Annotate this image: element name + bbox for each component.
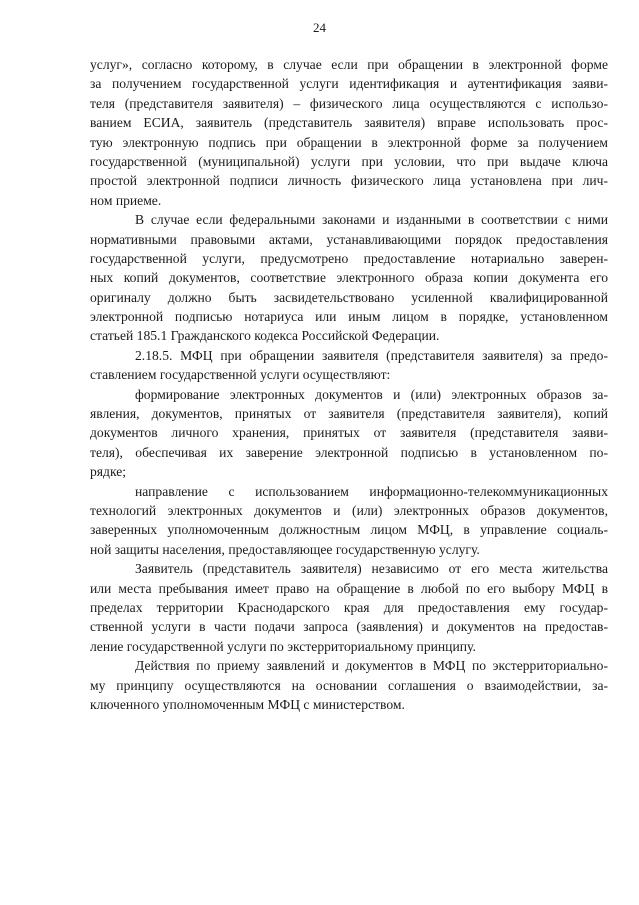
- text-line: тую электронную подпись при обращении в электронной форме за получением: [90, 134, 608, 150]
- text-line: теля), обеспечивая их заверение электронной подписью в установленном по-: [90, 444, 608, 460]
- text-line: пределах территории Краснодарского края для предоставления ему государ-: [90, 599, 608, 615]
- paragraph: [90, 210, 608, 346]
- text-line: нормативными правовыми актами, устанавливающими порядок предоставления: [90, 231, 608, 247]
- text-line: му принципу осуществляются на основании соглашения о взаимодействии, за-: [90, 677, 608, 693]
- text-line: теля (представителя заявителя) – физического лица осуществляются с использо-: [90, 95, 608, 111]
- text-line: ном приеме.: [90, 192, 162, 208]
- text-line: государственной (муниципальной) услуги при условии, что при выдаче ключа: [90, 153, 608, 169]
- text-line: оригиналу должно быть засвидетельствовано усиленной квалифицированной: [90, 289, 608, 305]
- text-line: документов личного хранения, принятых от заявителя (представителя заяви-: [90, 425, 608, 441]
- text-line: электронной подписью нотариуса или иным лицом в порядке, установленном: [90, 309, 608, 325]
- text-line: Действия по приему заявлений и документов в МФЦ по экстерриториально-: [135, 658, 608, 674]
- text-line: Заявитель (представитель заявителя) независимо от его места жительства: [135, 561, 608, 577]
- text-line: формирование электронных документов и (или) электронных образов за-: [135, 386, 608, 402]
- text-line: ление государственной услуги по экстерриториальному принципу.: [90, 638, 476, 654]
- text-line: или места пребывания имеет право на обращение в любой по его выбору МФЦ в: [90, 580, 608, 596]
- paragraph: [90, 656, 608, 714]
- text-line: направление с использованием информационно-телекоммуникационных: [135, 483, 608, 499]
- text-line: рядке;: [90, 464, 127, 480]
- text-line: простой электронной подписи личность физического лица установлена при лич-: [90, 173, 608, 189]
- document-body: [90, 55, 608, 714]
- text-line: государственной услуги, предусмотрено предоставление нотариально заверен-: [90, 250, 608, 266]
- page-number: 24: [313, 20, 326, 35]
- paragraph: [90, 559, 608, 656]
- text-line: ных копий документов, соответствие электронного образа копии документа его: [90, 270, 608, 286]
- text-line: 2.18.5. МФЦ при обращении заявителя (представителя заявителя) за предо-: [135, 347, 608, 363]
- text-line: ственной услуги в части подачи запроса (заявления) и документов на предостав-: [90, 619, 608, 635]
- text-line: статьей 185.1 Гражданского кодекса Российской Федерации.: [90, 328, 440, 344]
- text-line: ключенного уполномоченным МФЦ с министерством.: [90, 696, 405, 712]
- paragraph: [90, 385, 608, 482]
- text-line: за получением государственной услуги идентификация и аутентификация заяви-: [90, 76, 608, 92]
- text-line: технологий электронных документов и (или) электронных образов документов,: [90, 502, 608, 518]
- text-line: ной защиты населения, предоставляющее государственную услугу.: [90, 541, 480, 557]
- text-line: ставлением государственной услуги осуществляют:: [90, 367, 391, 383]
- paragraph: [90, 346, 608, 385]
- paragraph: [90, 482, 608, 560]
- text-line: услуг», согласно которому, в случае если при обращении в электронной форме: [90, 57, 608, 72]
- text-line: явления, документов, принятых от заявителя (представителя заявителя), копий: [90, 406, 608, 422]
- paragraph: [90, 55, 608, 210]
- text-line: ванием ЕСИА, заявитель (представитель заявителя) вправе использовать прос-: [90, 115, 608, 131]
- text-line: заверенных уполномоченным должностным лицом МФЦ, в управление социаль-: [90, 522, 608, 538]
- text-line: В случае если федеральными законами и изданными в соответствии с ними: [135, 212, 608, 228]
